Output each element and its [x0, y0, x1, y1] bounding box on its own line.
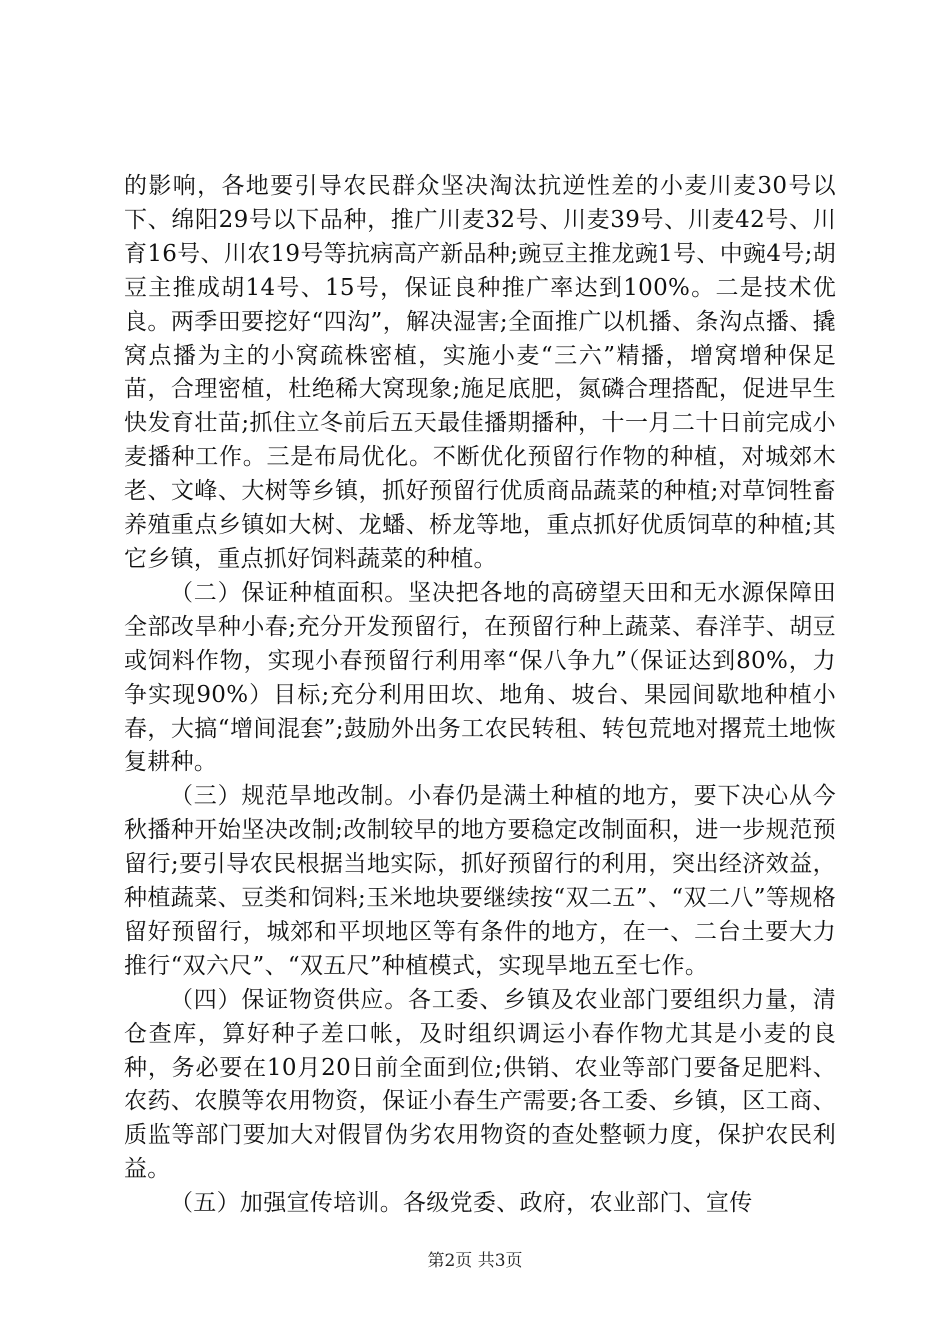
paragraph-continued: 的影响，各地要引导农民群众坚决淘汰抗逆性差的小麦川麦30号以下、绵阳29号以下品种，推广川麦32号、川麦39号、川麦42号、川育16号、川农19号等抗病高产新品种;豌豆主推龙豌1号、中豌4号;胡豆主推成胡14号、15号，保证良种推广率达到100%。二是技术优良。两季田要挖好“四沟”，解决湿害;全面推广以机播、条沟点播、撬窝点播为主的小窝疏株密植，实施小麦“三六”精播，增窝增种保足苗，合理密植，杜绝稀大窝现象;施足底肥，氮磷合理搭配，促进早生快发育壮苗;抓住立冬前后五天最佳播期播种，十一月二十日前完成小麦播种工作。三是布局优化。不断优化预留行作物的种植，对城郊木老、文峰、大树等乡镇，抓好预留行优质商品蔬菜的种植;对草饲牲畜养殖重点乡镇如大树、龙蟠、桥龙等地，重点抓好优质饲草的种植;其它乡镇，重点抓好饲料蔬菜的种植。	[124, 173, 836, 572]
paragraph-dryland-reform: （三）规范旱地改制。小春仍是满土种植的地方，要下决心从今秋播种开始坚决改制;改制较早的地方要稳定改制面积，进一步规范预留行;要引导农民根据当地实际，抓好预留行的利用，突出经济效益，种植蔬菜、豆类和饲料;玉米地块要继续按“双二五”、“双二八”等规格留好预留行，城郊和平坝地区等有条件的地方，在一、二台土要大力推行“双六尺”、“双五尺”种植模式，实现旱地五至七作。	[124, 783, 836, 979]
page-number-footer: 第2页 共3页	[427, 1251, 523, 1271]
paragraph-planting-area: （二）保证种植面积。坚决把各地的高磅望天田和无水源保障田全部改旱种小春;充分开发预留行，在预留行种上蔬菜、春洋芋、胡豆或饲料作物，实现小春预留行利用率“保八争九”（保证达到80%，力争实现90%）目标;充分利用田坎、地角、坡台、果园间歇地种植小春，大搞“增间混套”;鼓励外出务工农民转租、转包荒地对撂荒土地恢复耕种。	[124, 579, 836, 776]
paragraph-publicity-training: （五）加强宣传培训。各级党委、政府，农业部门、宣传	[170, 1190, 753, 1217]
paragraph-material-supply: （四）保证物资供应。各工委、乡镇及农业部门要组织力量，清仓查库，算好种子差口帐，及时组织调运小春作物尤其是小麦的良种，务必要在10月20日前全面到位;供销、农业等部门要备足肥料、农药、农膜等农用物资，保证小春生产需要;各工委、乡镇，区工商、质监等部门要加大对假冒伪劣农用物资的查处整顿力度，保护农民利益。	[124, 986, 836, 1183]
document-body	[124, 170, 836, 1221]
